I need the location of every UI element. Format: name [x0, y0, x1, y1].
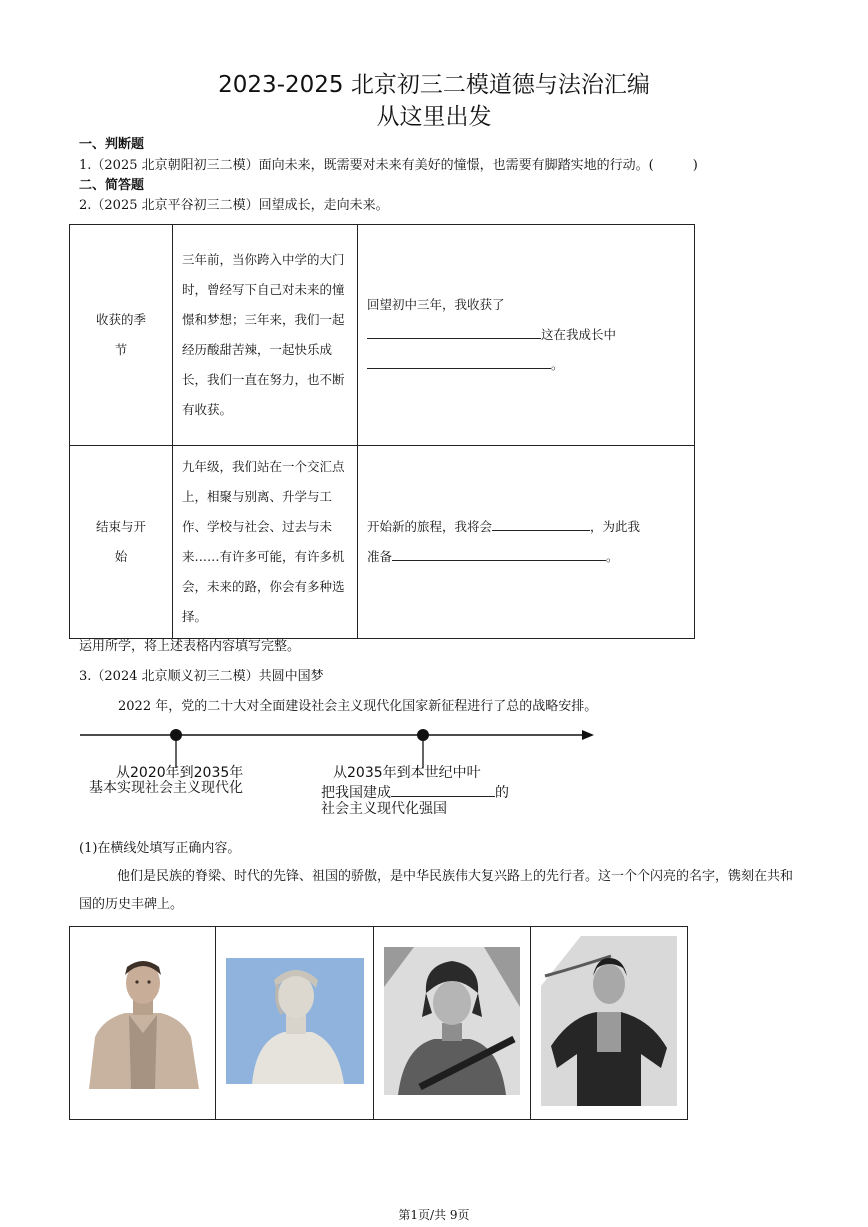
- question-2-intro: 2.（2025 北京平谷初三二模）回望成长，走向未来。: [79, 198, 389, 213]
- timeline-point: [170, 729, 182, 741]
- portrait-cell: [374, 927, 531, 1120]
- row-label-text: 结束与开: [95, 519, 146, 534]
- portrait-cell: [70, 927, 216, 1120]
- timeline-label: 社会主义现代化强国: [321, 801, 447, 817]
- portrait-photo-3: [384, 947, 520, 1095]
- portrait-cell: [531, 927, 688, 1120]
- page-footer: 第1页/共 9页: [398, 1208, 470, 1222]
- answer-text: 开始新的旅程，我将会: [367, 519, 493, 534]
- portrait-photo-4: [541, 936, 677, 1106]
- question-3-paragraph: 2022 年，党的二十大对全面建设社会主义现代化国家新征程进行了总的战略安排。: [118, 699, 598, 714]
- timeline-label-text: 的: [495, 785, 509, 801]
- row-content: 三年前，当你跨入中学的大门时，曾经写下自己对未来的憧憬和梦想；三年来，我们一起经历酸甜苦辣，一起快乐成长，我们一直在努力，也不断有收获。: [173, 225, 358, 446]
- document-title: 2023-2025 北京初三二模道德与法治汇编: [218, 72, 650, 98]
- table-row: [70, 927, 688, 1120]
- answer-blank[interactable]: [492, 516, 590, 531]
- row-label: [70, 225, 173, 446]
- timeline-label: 基本实现社会主义现代化: [89, 780, 243, 796]
- question-1: 1.（2025 北京朝阳初三二模）面向未来，既需要对未来有美好的憧憬，也需要有脚踏实地的行动。( ): [79, 158, 698, 173]
- portrait-photo-1: [81, 953, 205, 1089]
- answer-blank[interactable]: [367, 324, 541, 339]
- answer-text: 。: [606, 549, 619, 564]
- row-content: 九年级，我们站在一个交汇点上，相聚与别离、升学与工作、学校与社会、过去与未来……有许多可能，有许多机会，未来的路，你会有多种选择。: [173, 446, 358, 639]
- answer-cell: [358, 446, 695, 639]
- answer-blank[interactable]: [392, 546, 606, 561]
- reflection-table: [69, 224, 695, 639]
- question-3-sub1: (1)在横线处填写正确内容。: [79, 841, 241, 856]
- answer-text: ，为此我: [590, 519, 641, 534]
- table-instruction: 运用所学，将上述表格内容填写完整。: [79, 639, 301, 654]
- timeline-label: [321, 783, 509, 802]
- timeline-point: [417, 729, 429, 741]
- document-subtitle: 从这里出发: [376, 104, 492, 130]
- question-3-paragraph: 他们是民族的脊梁、时代的先锋、祖国的骄傲，是中华民族伟大复兴路上的先行者。这一个个闪亮的名字，镌刻在共和国的历史丰碑上。: [79, 869, 794, 912]
- row-label-text: 收获的季: [95, 312, 146, 327]
- answer-blank[interactable]: [367, 354, 551, 369]
- portrait-cell: [216, 927, 374, 1120]
- row-label-text: 节: [114, 342, 128, 357]
- timeline-label: 从2020年到2035年: [116, 765, 244, 781]
- answer-text: 这在我成长中: [541, 327, 617, 342]
- portrait-photo-2: [226, 958, 364, 1084]
- answer-blank[interactable]: [391, 783, 495, 797]
- answer-text: 准备: [367, 549, 393, 564]
- table-row: [70, 225, 695, 446]
- answer-text: 。: [551, 357, 564, 372]
- section-heading-short-answer: 二、简答题: [79, 178, 145, 193]
- section-heading-judgment: 一、判断题: [79, 137, 145, 152]
- timeline-label: 从2035年到本世纪中叶: [333, 765, 481, 781]
- row-label-text: 始: [114, 549, 128, 564]
- timeline-arrow-icon: [582, 730, 594, 740]
- answer-cell: [358, 225, 695, 446]
- row-label: [70, 446, 173, 639]
- answer-text: 回望初中三年，我收获了: [367, 297, 505, 312]
- portrait-table: [69, 926, 688, 1120]
- timeline-label-text: 把我国建成: [321, 785, 391, 801]
- table-row: [70, 446, 695, 639]
- question-3-intro: 3.（2024 北京顺义初三二模）共圆中国梦: [79, 669, 324, 684]
